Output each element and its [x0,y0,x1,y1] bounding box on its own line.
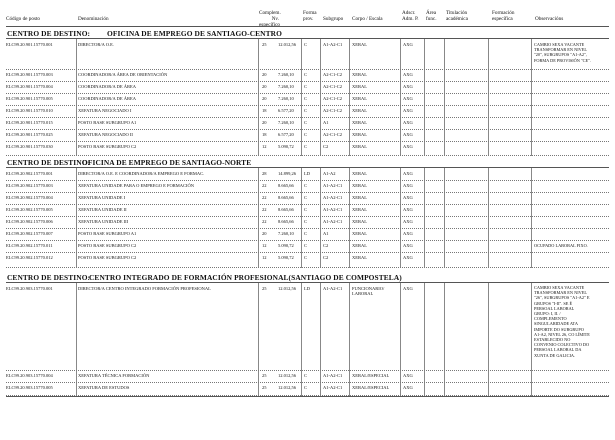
row-corpo: XERAL [352,144,367,149]
row-denominacion: DIRECTOR/A O.E. E COORDINADOR/A EMPREGO E FORMAC. [78,171,205,176]
row-corpo: XERAL [352,120,367,125]
row-nivel: 18 [262,108,267,113]
row-separator [6,192,609,193]
row-denominacion: XEFATURA UNIDADE I [78,195,126,200]
observation-note: CAMBIO SEXA VACANTE TRANSFORMAR EN NIVEL "26", SUBGRUPOS "A1-A2" E GRUPOS "I-II". SE É PERSOAL LABORAL GRUPO: I, II. / COMPLEMENTO SINGULARIDADE ATA IMPORTE DO SUBGRUPO A1-A2, NIVEL 26, CO LÍMITE ESTABLECIDO NO CONVENIO COLECTIVO DO PERSOAL LABORAL DA XUNTA DE GALICIA. [534,285,590,358]
column-divider [76,283,77,396]
row-code: ELC99.20.901.15770.030 [6,144,53,149]
row-adscr: AXG [403,42,413,47]
section-rule [6,282,609,283]
row-forma: LD [304,171,310,176]
row-separator [6,141,609,142]
row-complemento: 8.665,66 [278,207,294,212]
row-denominacion: XEFATURA UNIDADE PARA O EMPREGO E FORMACIÓN [78,183,195,188]
row-nivel: 25 [262,385,267,390]
header-denominacion: Denominación [78,16,109,22]
row-forma: C [304,255,308,260]
row-nivel: 12 [262,243,267,248]
row-forma: C [304,219,308,224]
row-separator [6,117,609,118]
row-corpo: XERAL [352,72,367,77]
row-adscr: AXG [403,219,413,224]
row-complemento: 6.577,20 [278,108,294,113]
row-corpo: XERAL [352,171,367,176]
table-row [0,72,615,78]
row-code: ELC99.20.902.15770.012 [6,255,53,260]
row-subgrupo: C2 [323,144,329,149]
row-nivel: 20 [262,120,267,125]
row-corpo: XERAL [352,207,367,212]
table-row [0,84,615,90]
row-separator [6,93,609,94]
row-denominacion: XEFATURA NEGOCIADO I [78,108,132,113]
row-nivel: 20 [262,84,267,89]
row-subgrupo: A1-A2-C1 [323,373,343,378]
row-code: ELC99.20.902.15770.001 [6,171,53,176]
row-separator [6,129,609,130]
row-subgrupo: A1-A2-C1 [323,385,343,390]
row-forma: C [304,96,308,101]
row-code: ELC99.20.901.15770.025 [6,132,53,137]
row-nivel: 12 [262,144,267,149]
row-corpo: XERAL [352,108,367,113]
header-observacions: Observacións [535,16,564,22]
row-complemento: 5.090,72 [278,243,294,248]
row-complemento: 7.260,10 [278,96,294,101]
row-code: ELC99.20.903.15770.001 [6,286,53,291]
row-code: ELC99.20.902.15770.004 [6,195,53,200]
row-adscr: AXG [403,195,413,200]
row-forma: C [304,183,308,188]
row-complemento: 7.260,10 [278,120,294,125]
row-adscr: AXG [403,231,413,236]
row-forma: C [304,207,308,212]
row-forma: C [304,120,308,125]
row-complemento: 12.012,56 [278,373,296,378]
table-row [0,219,615,225]
row-denominacion: COORDINADOR/A DE ÁREA [78,84,137,89]
table-row [0,120,615,126]
row-subgrupo: A1-A2-C1 [323,286,343,291]
row-forma: C [304,108,308,113]
table-row [0,207,615,213]
row-code: ELC99.20.902.15770.003 [6,183,53,188]
row-code: ELC99.20.901.15770.003 [6,72,53,77]
row-separator [6,105,609,106]
row-adscr: AXG [403,373,413,378]
section-header [7,29,282,38]
row-separator [6,267,609,268]
row-denominacion: XEFATURA UNIDADE II [78,207,127,212]
row-separator [6,204,609,205]
row-nivel: 22 [262,219,267,224]
table-row [0,96,615,102]
row-code: ELC99.20.901.15770.001 [6,42,53,47]
row-forma: C [304,42,308,47]
row-forma: C [304,195,308,200]
row-separator [6,81,609,82]
row-subgrupo: A2-C1-C2 [323,84,342,89]
row-code: ELC99.20.903.15770.005 [6,385,53,390]
column-divider [444,283,445,396]
row-denominacion: XEFATURA NEGOCIADO II [78,132,133,137]
row-subgrupo: A2-C1-C2 [323,96,342,101]
row-complemento: 7.260,10 [278,84,294,89]
section-rule [6,38,609,39]
row-code: ELC99.20.902.15770.007 [6,231,53,236]
row-denominacion: COORDINADOR/A ÁREA DE ORIENTACIÓN [78,72,168,77]
header-rule [6,26,609,27]
table-row [0,183,615,189]
column-divider [424,283,425,396]
row-complemento: 6.577,20 [278,132,294,137]
row-nivel: 20 [262,72,267,77]
column-divider [488,283,489,396]
row-subgrupo: C2 [323,255,329,260]
row-forma: C [304,373,308,378]
row-corpo: XERAL [352,96,367,101]
row-separator [6,228,609,229]
row-separator [6,216,609,217]
row-subgrupo: A1-A2-C1 [323,219,343,224]
row-adscr: AXG [403,132,413,137]
row-code: ELC99.20.901.15770.010 [6,108,53,113]
row-corpo: XERAL [352,42,367,47]
bottom-rule [6,396,609,397]
row-adscr: AXG [403,171,413,176]
column-divider [349,283,350,396]
row-adscr: AXG [403,108,413,113]
row-subgrupo: A1-A2 [323,171,336,176]
column-header-row [0,4,615,26]
header-codigo: Código de posto [6,16,41,22]
row-denominacion: POSTO BASE SUBGRUPO C2 [78,243,137,248]
row-corpo: XERAL [352,219,367,224]
row-complemento: 14.899,26 [278,171,296,176]
row-nivel: 22 [262,207,267,212]
row-forma: C [304,231,308,236]
row-adscr: AXG [403,96,413,101]
row-forma: C [304,84,308,89]
section-rule [6,167,609,168]
row-nivel: 25 [262,286,267,291]
table-row [0,171,615,177]
table-row [0,42,615,48]
row-code: ELC99.20.902.15770.006 [6,219,53,224]
header-formacion: Formación específica [492,10,515,22]
row-subgrupo: A1-A2-C1 [323,183,343,188]
table-row [0,195,615,201]
row-adscr: AXG [403,144,413,149]
column-divider [301,283,302,396]
table-row [0,243,615,249]
row-subgrupo: C2 [323,243,329,248]
row-complemento: 7.260,10 [278,72,294,77]
row-forma: C [304,72,308,77]
row-subgrupo: A1 [323,120,329,125]
row-denominacion: DIRECTOR/A O.E. [78,42,115,47]
row-separator [6,252,609,253]
row-forma: LD [304,286,310,291]
row-corpo: XERAL [352,243,367,248]
row-adscr: AXG [403,120,413,125]
column-divider [320,283,321,396]
header-forma: Forma prov. [303,10,317,22]
row-nivel: 25 [262,373,267,378]
row-complemento: 8.665,66 [278,195,294,200]
header-adscr: Adscr. Adm. P. [402,10,419,22]
row-corpo: XERAL [352,132,367,137]
table-row [0,286,615,296]
row-nivel: 22 [262,183,267,188]
table-row [0,373,615,379]
row-corpo: XERAL [352,84,367,89]
row-adscr: AXG [403,183,413,188]
row-nivel: 25 [262,42,267,47]
row-nivel: 20 [262,96,267,101]
row-code: ELC99.20.901.15770.004 [6,84,53,89]
row-nivel: 20 [262,231,267,236]
row-denominacion: DIRECTOR/A CENTRO INTEGRADO FORMACIÓN PROFESIONAL [78,286,211,291]
row-forma: C [304,144,308,149]
row-complemento: 5.090,72 [278,144,294,149]
row-denominacion: POSTO BASE SUBGRUPO C2 [78,255,137,260]
row-complemento: 7.260,10 [278,231,294,236]
row-denominacion: XEFATURA TÉCNICA FORMACIÓN [78,373,150,378]
row-denominacion: POSTO BASE SUBGRUPO A1 [78,231,137,236]
section-title: CENTRO INTEGRADO DE FORMACIÓN PROFESIONAL(SANTIAGO DE COMPOSTELA) [89,273,402,282]
row-adscr: AXG [403,243,413,248]
row-nivel: 28 [262,171,267,176]
row-forma: C [304,243,308,248]
section-label: CENTRO DE DESTINO: [7,273,91,282]
observation-note: CAMBIO SEXA VACANTE TRANSFORMAR EN NIVEL "20", SUBGRUPOS "A1-A2", FORMA DE PROVISIÓN "CE". [534,42,591,63]
table-row [0,231,615,237]
row-complemento: 8.665,66 [278,219,294,224]
table-row [0,132,615,138]
row-separator [6,69,609,70]
row-subgrupo: A1-A2-C1 [323,42,343,47]
table-row [0,144,615,150]
header-subgrupo: Subgrupo [323,16,344,22]
row-complemento: 5.090,72 [278,255,294,260]
row-nivel: 12 [262,255,267,260]
row-nivel: 22 [262,195,267,200]
row-complemento: 12.012,56 [278,42,296,47]
header-complemento: Complem. Nv. específico [259,10,281,28]
header-area: Área func. [426,10,437,22]
header-corpo: Corpo / Escala [352,16,383,22]
row-adscr: AXG [403,255,413,260]
header-titulacion: Titulación académica [446,10,468,22]
row-complemento: 12.012,56 [278,385,296,390]
row-corpo: XERAL [352,183,367,188]
table-row [0,255,615,261]
row-code: ELC99.20.901.15770.015 [6,120,53,125]
row-forma: C [304,385,308,390]
observation-note: OCUPADO LABORAL FIXO. [534,243,588,248]
table-row [0,108,615,114]
row-code: ELC99.20.902.15770.011 [6,243,53,248]
row-separator [6,240,609,241]
row-denominacion: XEFATURA DE ESTUDOS [78,385,130,390]
row-corpo: XERAL [352,195,367,200]
row-code: ELC99.20.901.15770.005 [6,96,53,101]
row-subgrupo: A2-C1-C2 [323,132,342,137]
section-header [7,158,252,167]
column-divider [400,283,401,396]
table-row [0,385,615,391]
row-complemento: 12.012,56 [278,286,296,291]
row-corpo: XERAL [352,231,367,236]
row-denominacion: COORDINADOR/A DE ÁREA [78,96,137,101]
row-corpo: FUNCIONARIO/ LABORAL [352,286,385,296]
row-separator [6,155,609,156]
row-denominacion: POSTO BASE SUBGRUPO C2 [78,144,137,149]
section-label: CENTRO DE DESTINO: [7,29,91,38]
section-title: OFICINA DE EMPREGO DE SANTIAGO-NORTE [82,158,252,167]
row-complemento: 8.665,66 [278,183,294,188]
column-divider [258,283,259,396]
row-denominacion: XEFATURA UNIDADE III [78,219,129,224]
row-code: ELC99.20.902.15770.005 [6,207,53,212]
row-adscr: AXG [403,84,413,89]
row-adscr: AXG [403,286,413,291]
section-label: CENTRO DE DESTINO: [7,158,91,167]
row-denominacion: POSTO BASE SUBGRUPO A1 [78,120,137,125]
row-corpo: XERAL [352,255,367,260]
row-corpo: XERAL/ESPECIAL [352,373,390,378]
row-forma: C [304,132,308,137]
column-divider [531,283,532,396]
row-nivel: 18 [262,132,267,137]
section-title: OFICINA DE EMPREGO DE SANTIAGO-CENTRO [107,29,282,38]
row-subgrupo: A1-A2-C1 [323,207,343,212]
row-code: ELC99.20.903.15770.004 [6,373,53,378]
row-subgrupo: A1-A2-C1 [323,195,343,200]
row-subgrupo: A2-C1-C2 [323,72,342,77]
row-subgrupo: A2-C1-C2 [323,108,342,113]
row-subgrupo: A1 [323,231,329,236]
row-corpo: XERAL/ESPECIAL [352,385,390,390]
row-separator [6,370,609,371]
row-adscr: AXG [403,207,413,212]
row-separator [6,382,609,383]
section-header [7,273,402,282]
row-adscr: AXG [403,72,413,77]
row-separator [6,180,609,181]
row-adscr: AXG [403,385,413,390]
